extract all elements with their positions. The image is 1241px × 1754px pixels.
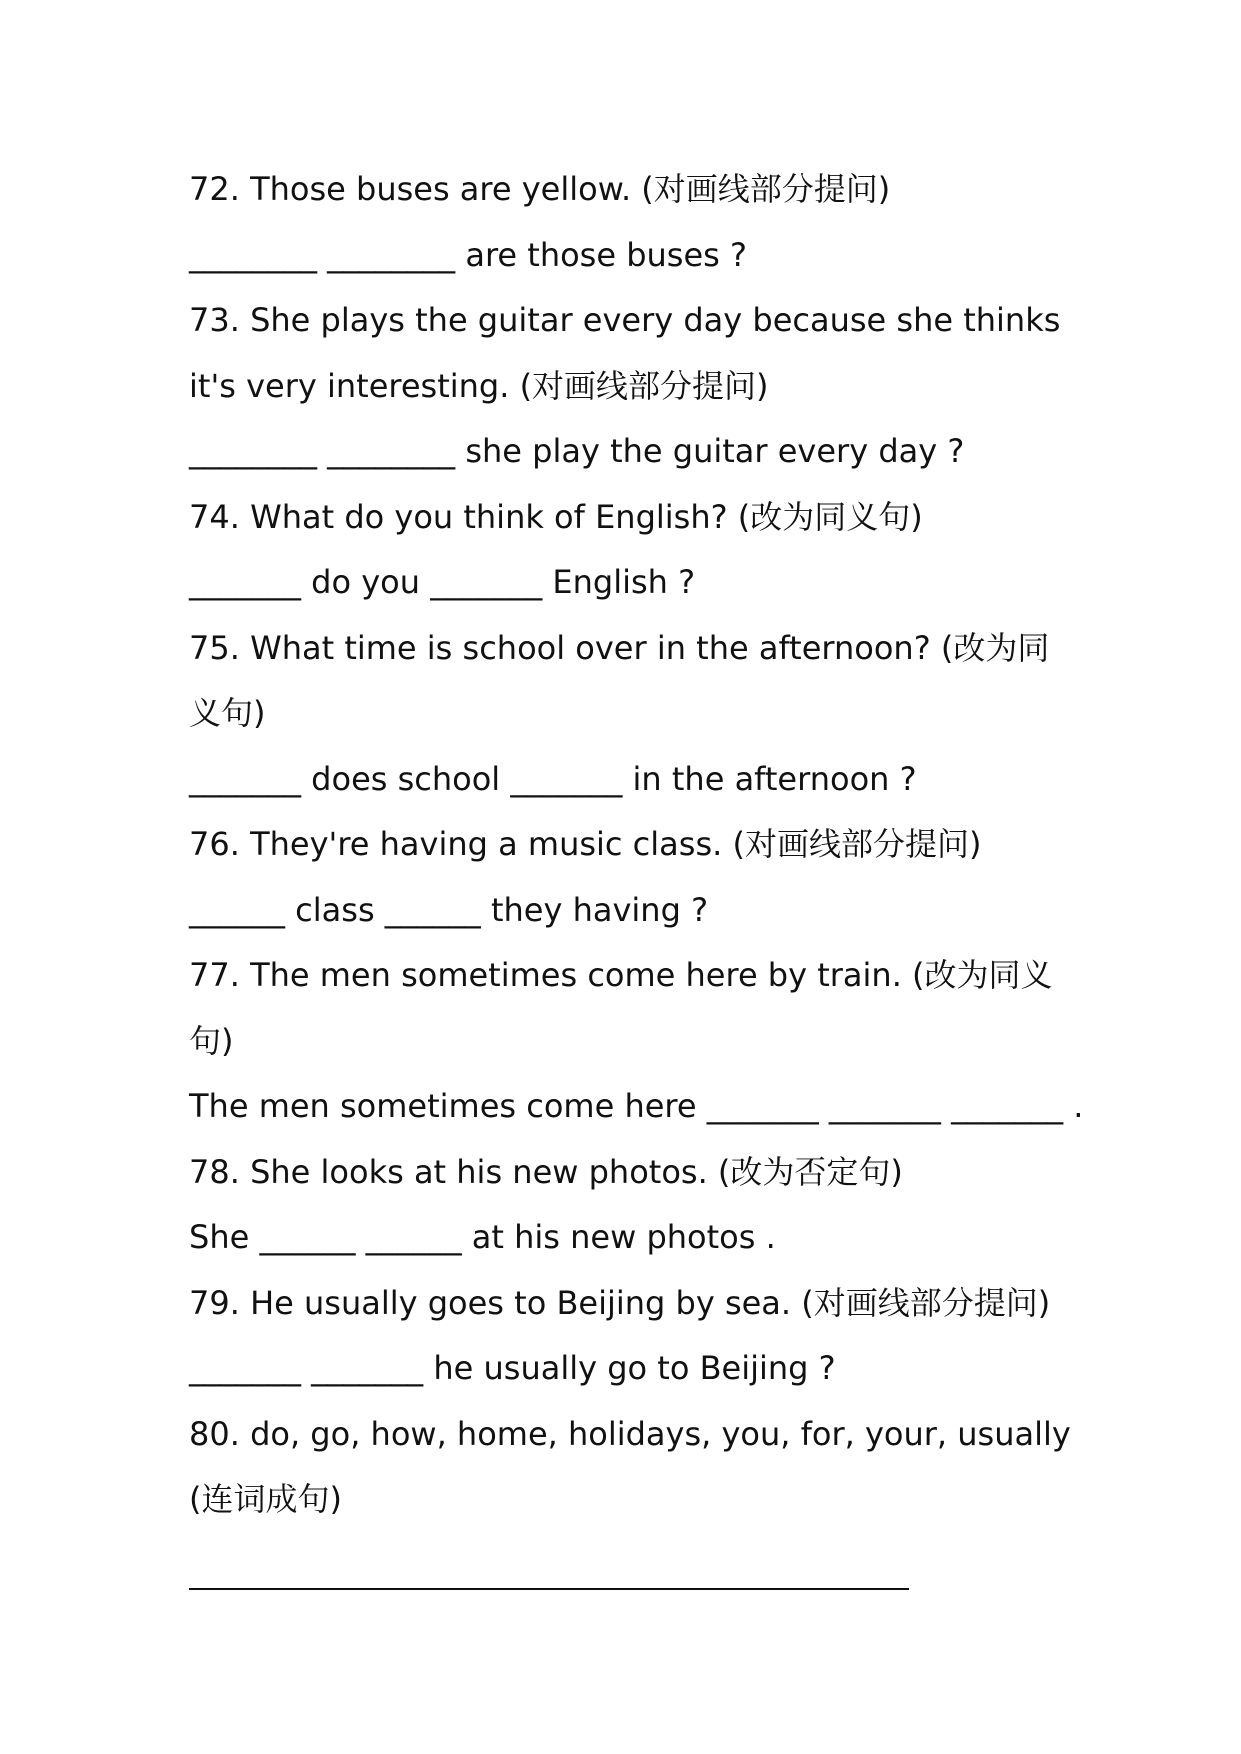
answer-line-77: The men sometimes come here _______ _______ _______ . bbox=[189, 1087, 1084, 1125]
answer-line-74: _______ do you _______ English ? bbox=[189, 563, 696, 601]
question-80: 80. do, go, how, home, holidays, you, for, your, usually bbox=[189, 1414, 1071, 1453]
question-77-continued: 句) bbox=[189, 1021, 234, 1060]
answer-line-80 bbox=[189, 1533, 1089, 1599]
answer-line-75: _______ does school _______ in the afternoon ? bbox=[189, 759, 917, 798]
answer-line-72: ________ ________ are those buses ? bbox=[189, 235, 747, 274]
question-77: 77. The men sometimes come here by train. (改为同义 bbox=[189, 956, 1053, 994]
question-78: 78. She looks at his new photos. (改为否定句) bbox=[189, 1152, 903, 1191]
question-76: 76. They're having a music class. (对画线部分提问) bbox=[189, 825, 982, 863]
answer-line-76: ______ class ______ they having ? bbox=[189, 890, 709, 929]
answer-line-79: _______ _______ he usually go to Beijing ? bbox=[189, 1349, 836, 1387]
question-72: 72. Those buses are yellow. (对画线部分提问) bbox=[189, 170, 891, 208]
question-75: 75. What time is school over in the afternoon? (改为同 bbox=[189, 628, 1050, 667]
exercise-list bbox=[189, 157, 1089, 1598]
question-75-continued: 义句) bbox=[189, 694, 266, 732]
question-74: 74. What do you think of English? (改为同义句) bbox=[189, 497, 923, 536]
answer-line-73: ________ ________ she play the guitar every day ? bbox=[189, 432, 965, 470]
question-73: 73. She plays the guitar every day because she thinks bbox=[189, 301, 1061, 339]
long-answer-blank bbox=[189, 1588, 909, 1590]
question-80-continued: (连词成句) bbox=[189, 1480, 342, 1518]
question-79: 79. He usually goes to Beijing by sea. (对画线部分提问) bbox=[189, 1283, 1051, 1322]
answer-line-78: She ______ ______ at his new photos . bbox=[189, 1218, 776, 1256]
question-73-continued: it's very interesting. (对画线部分提问) bbox=[189, 366, 769, 405]
